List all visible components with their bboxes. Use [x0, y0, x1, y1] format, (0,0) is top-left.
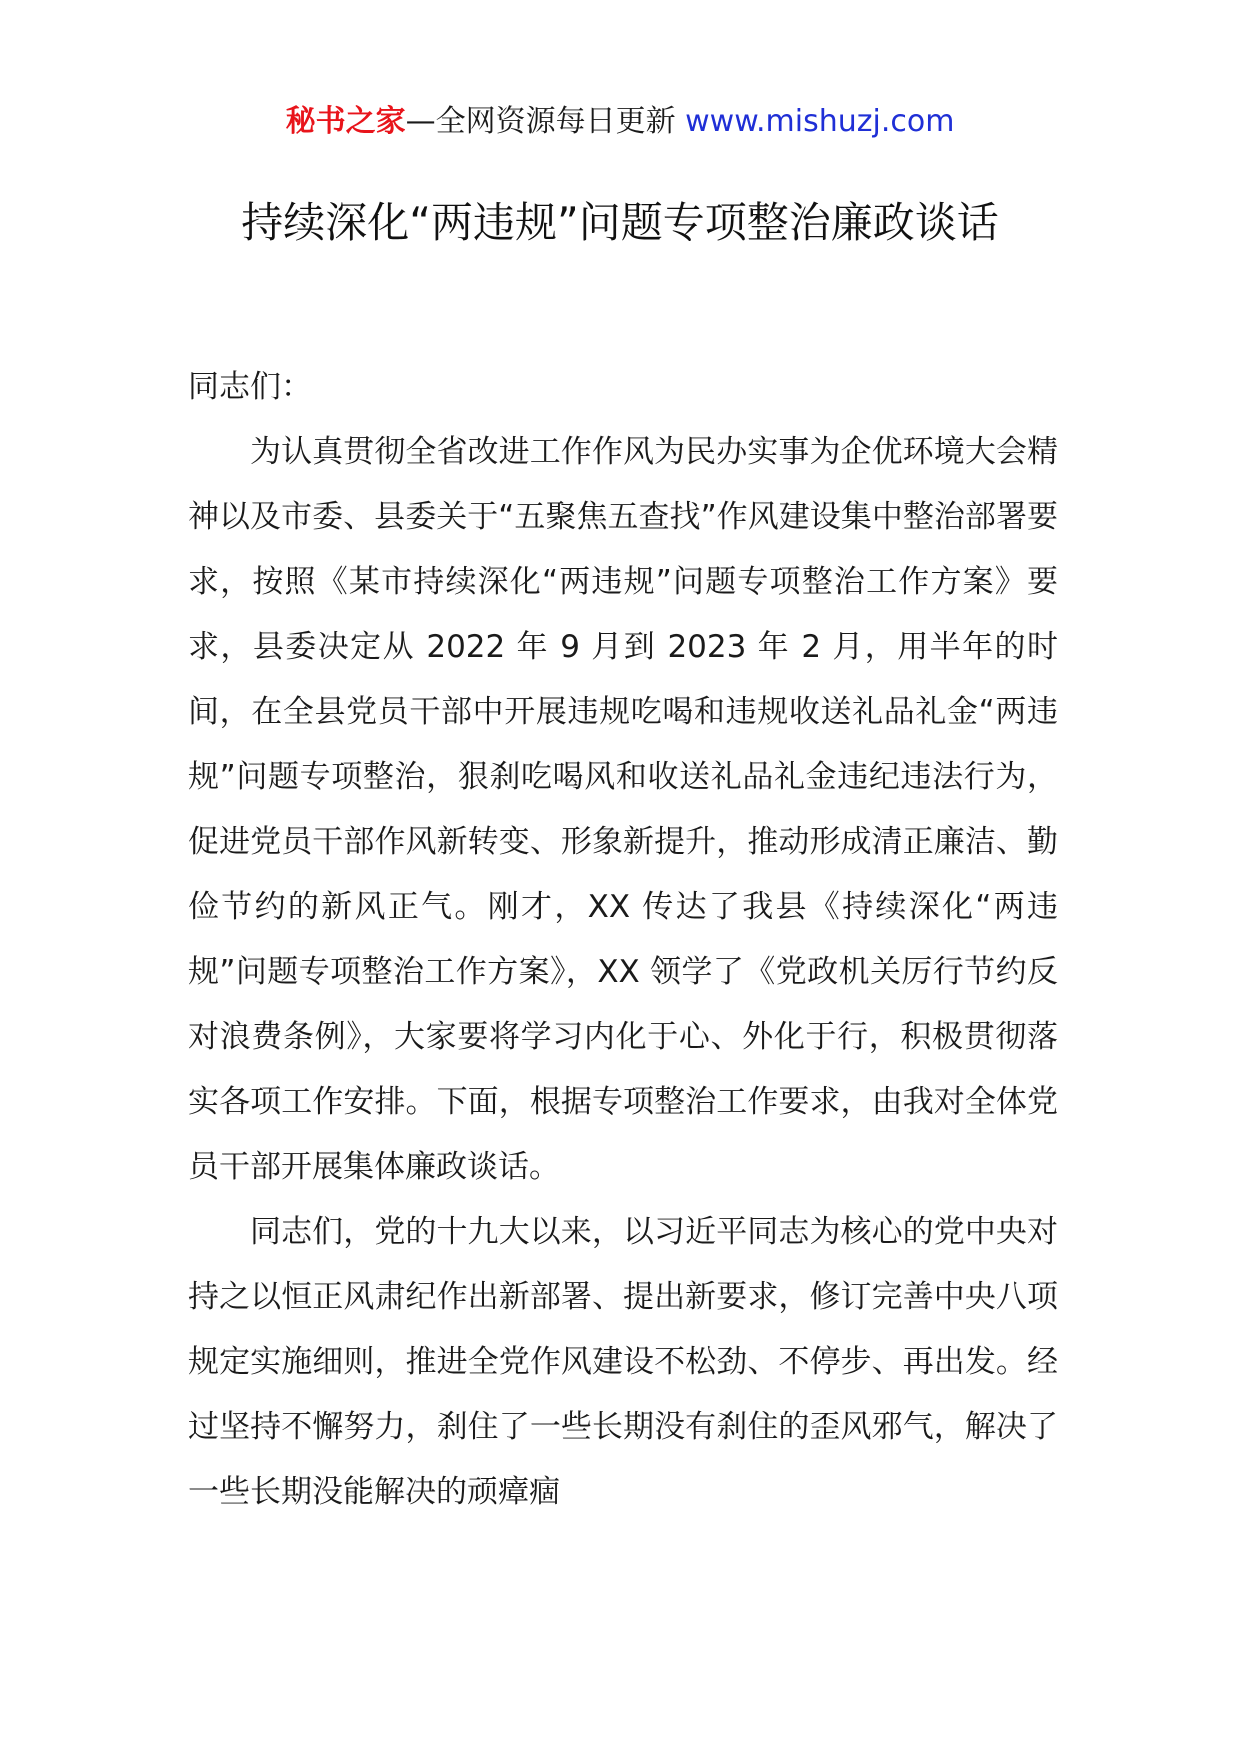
site-brand: 秘书之家	[285, 104, 406, 139]
paragraph: 同志们，党的十九大以来，以习近平同志为核心的党中央对持之以恒正风肃纪作出新部署、提出新要求，修订完善中央八项规定实施细则，推进全党作风建设不松劲、不停步、再出发。经过坚持不懈努力，刹住了一些长期没有刹住的歪风邪气，解决了一些长期没能解决的顽瘴痼	[188, 1214, 1058, 1510]
document-body	[188, 355, 1058, 1525]
paragraph: 为认真贯彻全省改进工作作风为民办实事为企优环境大会精神以及市委、县委关于“五聚焦五查找”作风建设集中整治部署要求，按照《某市持续深化“两违规”问题专项整治工作方案》要求，县委决定从 2022 年 9 月到 2023 年 2 月，用半年的时间，在全县党员干部中开展违规吃喝和违规收送礼品礼金“两违规”问题专项整治，狠刹吃喝风和收送礼品礼金违纪违法行为，促进党员干部作风新转变、形象新提升，推动形成清正廉洁、勤俭节约的新风正气。刚才，XX 传达了我县《持续深化“两违规”问题专项整治工作方案》，XX 领学了《党政机关厉行节约反对浪费条例》，大家要将学习内化于心、外化于行，积极贯彻落实各项工作安排。下面，根据专项整治工作要求，由我对全体党员干部开展集体廉政谈话。	[188, 434, 1058, 1185]
site-url-link[interactable]: www.mishuzj.com	[685, 104, 955, 139]
site-slogan: —全网资源每日更新	[405, 104, 676, 139]
document-title: 持续深化“两违规”问题专项整治廉政谈话	[241, 198, 999, 248]
greeting: 同志们：	[188, 369, 312, 405]
site-header	[0, 102, 1240, 142]
